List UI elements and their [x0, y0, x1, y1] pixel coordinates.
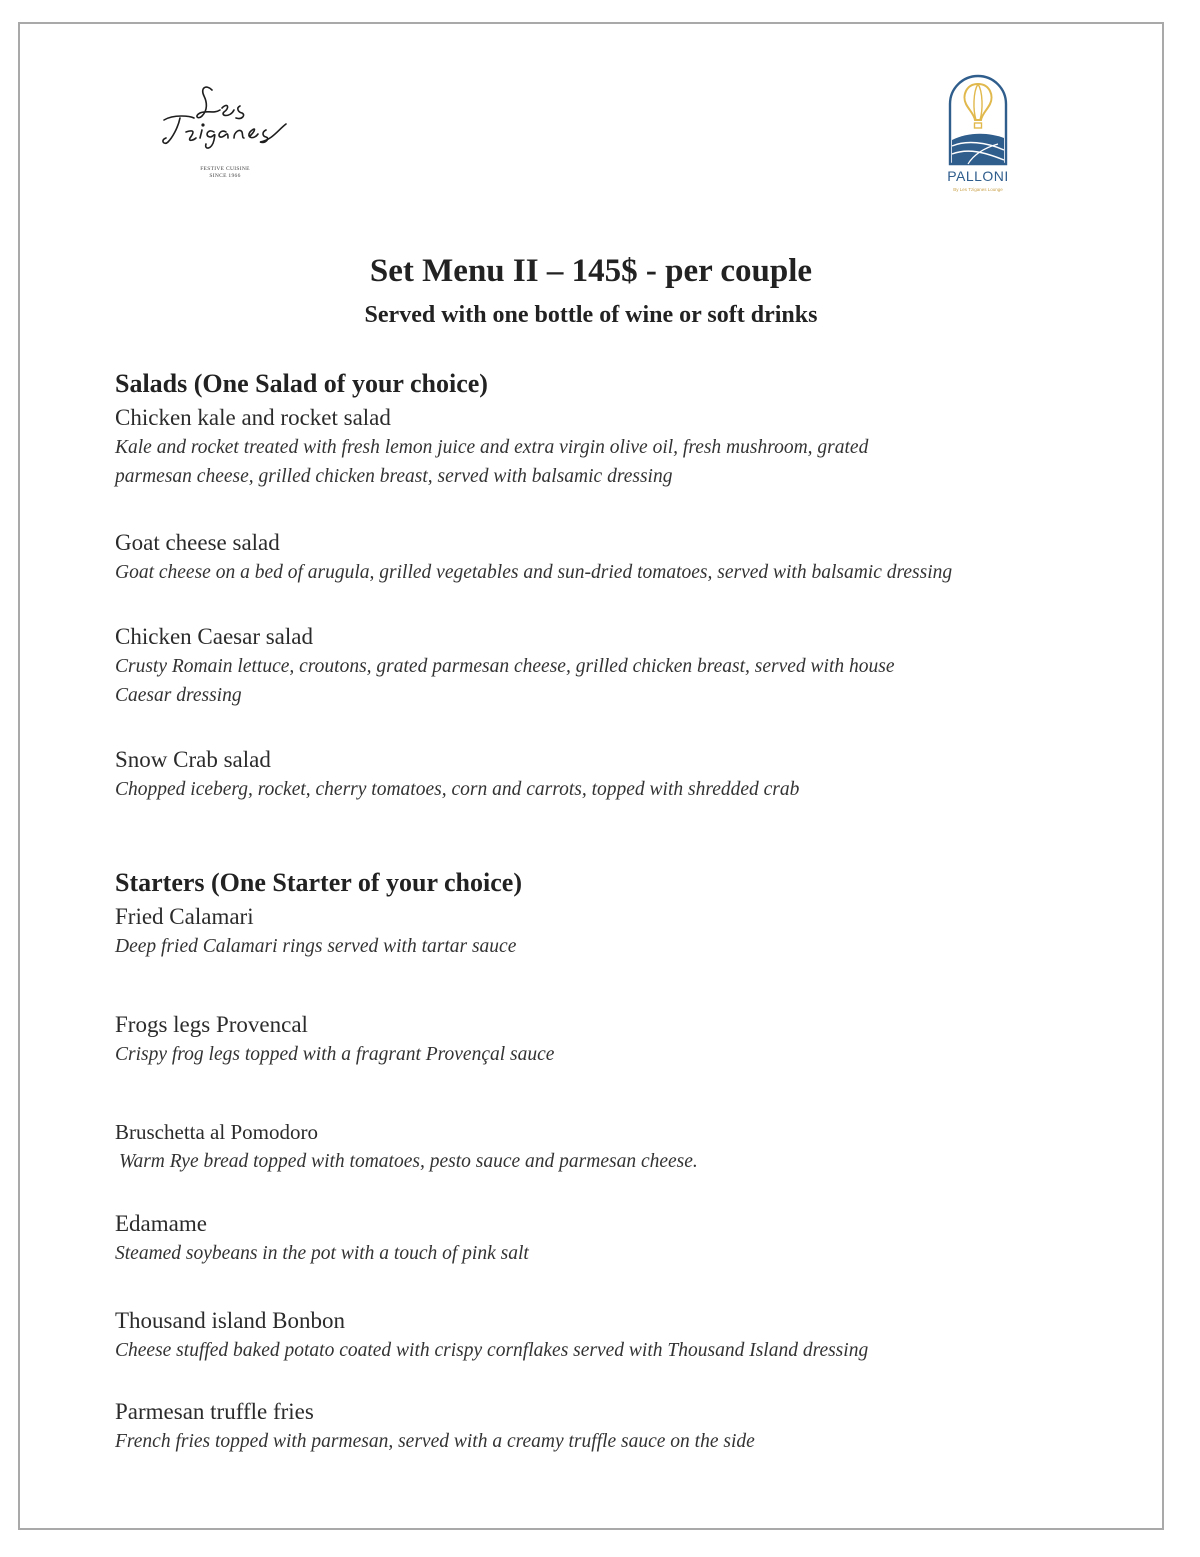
item-name: Parmesan truffle fries: [115, 1399, 314, 1424]
item-name: Fried Calamari: [115, 904, 254, 929]
menu-item: [115, 1209, 1075, 1268]
item-description-line: Caesar dressing: [115, 685, 242, 706]
item-description-line: parmesan cheese, grilled chicken breast, served with balsamic dressing: [115, 466, 673, 487]
palloni-brand-subtitle: By Les Tziganes Lounge: [953, 187, 1003, 192]
item-description: [115, 775, 1075, 804]
item-name: Chicken kale and rocket salad: [115, 405, 391, 430]
item-name: Snow Crab salad: [115, 747, 271, 772]
les-tziganes-logo: [150, 80, 295, 190]
item-description-line: Goat cheese on a bed of arugula, grilled vegetables and sun-dried tomatoes, served with balsamic dressing: [115, 562, 953, 583]
menu-subtitle: Served with one bottle of wine or soft drinks: [364, 302, 818, 328]
item-description: [115, 1336, 1075, 1365]
item-description-line: Deep fried Calamari rings served with tartar sauce: [115, 936, 517, 957]
item-description: [115, 652, 1075, 710]
item-name: Edamame: [115, 1211, 207, 1236]
hot-air-balloon-icon: [928, 70, 1028, 166]
item-name: Chicken Caesar salad: [115, 624, 313, 649]
item-description-line: Kale and rocket treated with fresh lemon juice and extra virgin olive oil, fresh mushroom, grated: [115, 437, 869, 458]
item-description: [115, 1147, 1075, 1176]
item-description: [115, 1239, 1075, 1268]
menu-item: [115, 1010, 1075, 1069]
item-name: Goat cheese salad: [115, 530, 280, 555]
item-description: [115, 1427, 1075, 1456]
palloni-brand-name: PALLONI: [947, 168, 1009, 184]
menu-item: [115, 1306, 1075, 1365]
item-description-line: Cheese stuffed baked potato coated with crispy cornflakes served with Thousand Island dressing: [115, 1340, 869, 1361]
tagline-line-2: SINCE 1966: [209, 173, 241, 179]
menu-item: [115, 622, 1075, 710]
menu-item: [115, 902, 1075, 961]
item-description: [115, 433, 1075, 491]
item-name: Frogs legs Provencal: [115, 1012, 308, 1037]
tagline-line-1: FESTIVE CUISINE: [200, 166, 250, 172]
starters-section: [115, 867, 1115, 1452]
starters-heading: Starters (One Starter of your choice): [115, 868, 522, 897]
menu-item: [115, 745, 1075, 804]
item-name: Thousand island Bonbon: [115, 1308, 345, 1333]
item-description: [115, 932, 1075, 961]
palloni-logo: [928, 70, 1028, 205]
item-description-line: Chopped iceberg, rocket, cherry tomatoes, corn and carrots, topped with shredded crab: [115, 779, 800, 800]
item-description-line: French fries topped with parmesan, served with a creamy truffle sauce on the side: [115, 1431, 755, 1452]
item-description-line: Steamed soybeans in the pot with a touch of pink salt: [115, 1243, 529, 1264]
salads-heading: Salads (One Salad of your choice): [115, 369, 488, 398]
item-description: [115, 558, 1075, 587]
salads-section: [115, 368, 1115, 800]
menu-item: [115, 1117, 1075, 1176]
les-tziganes-script-logo: [150, 80, 295, 160]
menu-item: [115, 403, 1075, 491]
item-description: [115, 1040, 1075, 1069]
item-description-line: Warm Rye bread topped with tomatoes, pesto sauce and parmesan cheese.: [119, 1151, 698, 1172]
menu-item: [115, 528, 1075, 587]
item-description-line: Crispy frog legs topped with a fragrant Provençal sauce: [115, 1044, 555, 1065]
menu-title: Set Menu II – 145$ - per couple: [369, 253, 813, 289]
item-name: Bruschetta al Pomodoro: [115, 1120, 318, 1144]
menu-item: [115, 1397, 1075, 1456]
logo-tagline: [180, 166, 270, 180]
item-description-line: Crusty Romain lettuce, croutons, grated parmesan cheese, grilled chicken breast, served with house: [115, 656, 895, 677]
